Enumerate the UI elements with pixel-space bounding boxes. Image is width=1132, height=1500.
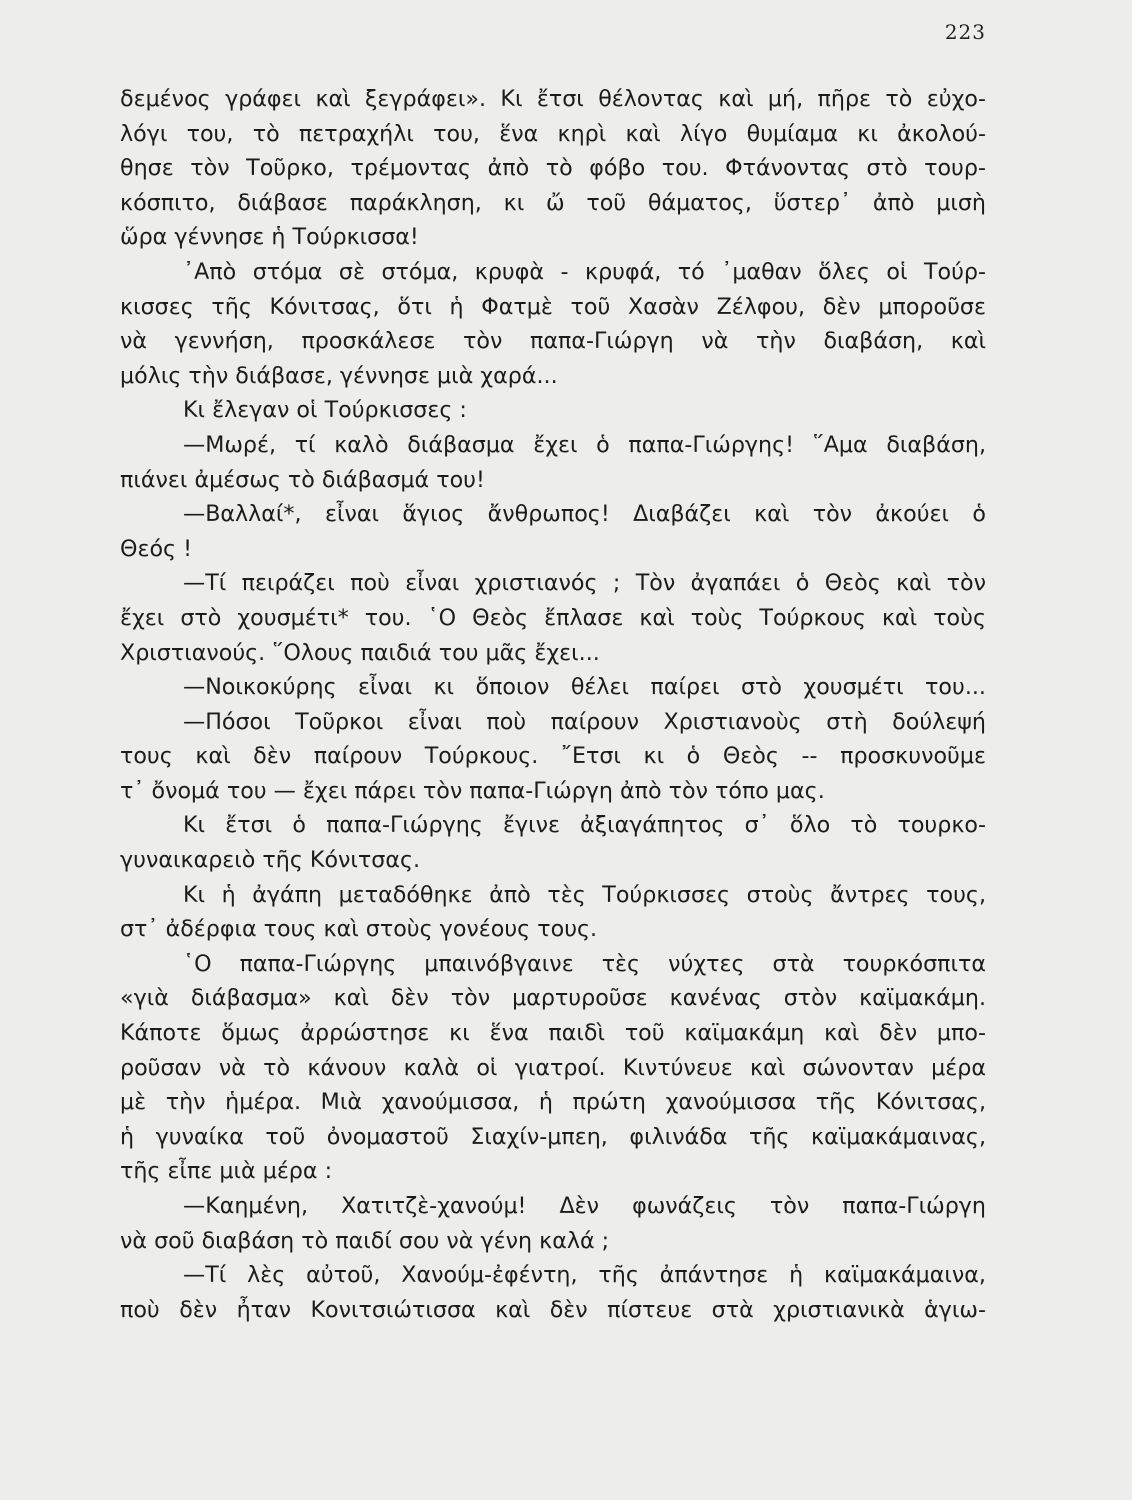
body-text — [120, 82, 986, 1327]
text-line: στ᾽ ἀδέρφια τους καὶ στοὺς γονέους τους. — [120, 916, 598, 943]
text-line: λόγι του, τὸ πετραχήλι του, ἕνα κηρὶ καὶ λίγο θυμίαμα κι ἀκολού- — [120, 120, 986, 147]
text-line: ᾽Απὸ στόμα σὲ στόμα, κρυφὰ - κρυφά, τό ᾽μαθαν ὅλες οἱ Τούρ- — [183, 258, 986, 285]
text-line: κόσπιτο, διάβασε παράκληση, κι ὤ τοῦ θάματος, ὕστερ᾽ ἀπὸ μισὴ — [120, 189, 986, 216]
text-line: μὲ τὴν ἡμέρα. Μιὰ χανούμισσα, ἡ πρώτη χανούμισσα τῆς Κόνιτσας, — [120, 1089, 986, 1116]
text-line: νὰ γεννήση, προσκάλεσε τὸν παπα-Γιώργη νὰ τὴν διαβάση, καὶ — [120, 328, 986, 355]
text-line: —Βαλλαί*, εἶναι ἅγιος ἄνθρωπος! Διαβάζει καὶ τὸν ἀκούει ὁ — [183, 501, 986, 528]
text-line: ὥρα γέννησε ἡ Τούρκισσα! — [120, 224, 419, 251]
text-line: ροῦσαν νὰ τὸ κάνουν καλὰ οἱ γιατροί. Κιντύνευε καὶ σώνονταν μέρα — [120, 1054, 986, 1081]
text-line: πιάνει ἀμέσως τὸ διάβασμά του! — [120, 466, 485, 493]
text-line: νὰ σοῦ διαβάση τὸ παιδί σου νὰ γένη καλά ; — [120, 1227, 610, 1254]
text-line: —Πόσοι Τοῦρκοι εἶναι ποὺ παίρουν Χριστιανοὺς στὴ δούλεψή — [183, 708, 986, 735]
text-line: τους καὶ δὲν παίρουν Τούρκους. ῎Ετσι κι ὁ Θεὸς -- προσκυνοῦμε — [120, 743, 986, 770]
text-line: —Μωρέ, τί καλὸ διάβασμα ἔχει ὁ παπα-Γιώργης! ῞Αμα διαβάση, — [183, 431, 986, 458]
text-line: θησε τὸν Τοῦρκο, τρέμοντας ἀπὸ τὸ φόβο του. Φτάνοντας στὸ τουρ- — [120, 155, 986, 182]
text-line: ἡ γυναίκα τοῦ ὀνομαστοῦ Σιαχίν-μπεη, φιλινάδα τῆς καϊμακάμαινας, — [120, 1123, 986, 1150]
text-line: «γιὰ διάβασμα» καὶ δὲν τὸν μαρτυροῦσε κανένας στὸν καϊμακάμη. — [120, 985, 986, 1012]
page-number: 223 — [944, 20, 986, 44]
text-line: μόλις τὴν διάβασε, γέννησε μιὰ χαρά... — [120, 362, 558, 389]
text-line: τῆς εἶπε μιὰ μέρα : — [120, 1158, 333, 1185]
text-line: Θεός ! — [120, 535, 193, 562]
text-line: Κι ἔλεγαν οἱ Τούρκισσες : — [183, 397, 467, 424]
text-line: ποὺ δὲν ἦταν Κονιτσιώτισσα καὶ δὲν πίστευε στὰ χριστιανικὰ ἁγιω- — [120, 1296, 986, 1323]
text-line: Κάποτε ὅμως ἀρρώστησε κι ἕνα παιδὶ τοῦ καϊμακάμη καὶ δὲν μπο- — [120, 1020, 986, 1047]
text-line: —Τί λὲς αὐτοῦ, Χανούμ-ἐφέντη, τῆς ἀπάντησε ἡ καϊμακάμαινα, — [183, 1262, 986, 1289]
text-line: γυναικαρειὸ τῆς Κόνιτσας. — [120, 847, 421, 874]
text-line: —Νοικοκύρης εἶναι κι ὅποιον θέλει παίρει στὸ χουσμέτι του... — [183, 674, 986, 701]
text-line: Κι ἔτσι ὁ παπα-Γιώργης ἔγινε ἀξιαγάπητος σ᾽ ὅλο τὸ τουρκο- — [183, 812, 986, 839]
text-line: —Καημένη, Χατιτζὲ-χανούμ! Δὲν φωνάζεις τὸν παπα-Γιώργη — [183, 1193, 986, 1219]
text-line: ἔχει στὸ χουσμέτι* του. ῾Ο Θεὸς ἔπλασε καὶ τοὺς Τούρκους καὶ τοὺς — [120, 604, 986, 631]
text-line: ῾Ο παπα-Γιώργης μπαινόβγαινε τὲς νύχτες στὰ τουρκόσπιτα — [183, 950, 986, 977]
text-line: τ᾽ ὄνομά του — ἔχει πάρει τὸν παπα-Γιώργη ἀπὸ τὸν τόπο μας. — [120, 777, 825, 804]
text-line: δεμένος γράφει καὶ ξεγράφει». Κι ἔτσι θέλοντας καὶ μή, πῆρε τὸ εὐχο- — [120, 86, 986, 112]
text-line: κισσες τῆς Κόνιτσας, ὅτι ἡ Φατμὲ τοῦ Χασὰν Ζέλφου, δὲν μποροῦσε — [120, 293, 986, 320]
text-line: Χριστιανούς. ῞Ολους παιδιά του μᾶς ἔχει... — [120, 639, 600, 666]
text-line: —Τί πειράζει ποὺ εἶναι χριστιανός ; Τὸν ἀγαπάει ὁ Θεὸς καὶ τὸν — [183, 570, 986, 597]
text-line: Κι ἡ ἀγάπη μεταδόθηκε ἀπὸ τὲς Τούρκισσες στοὺς ἄντρες τους, — [183, 881, 986, 908]
